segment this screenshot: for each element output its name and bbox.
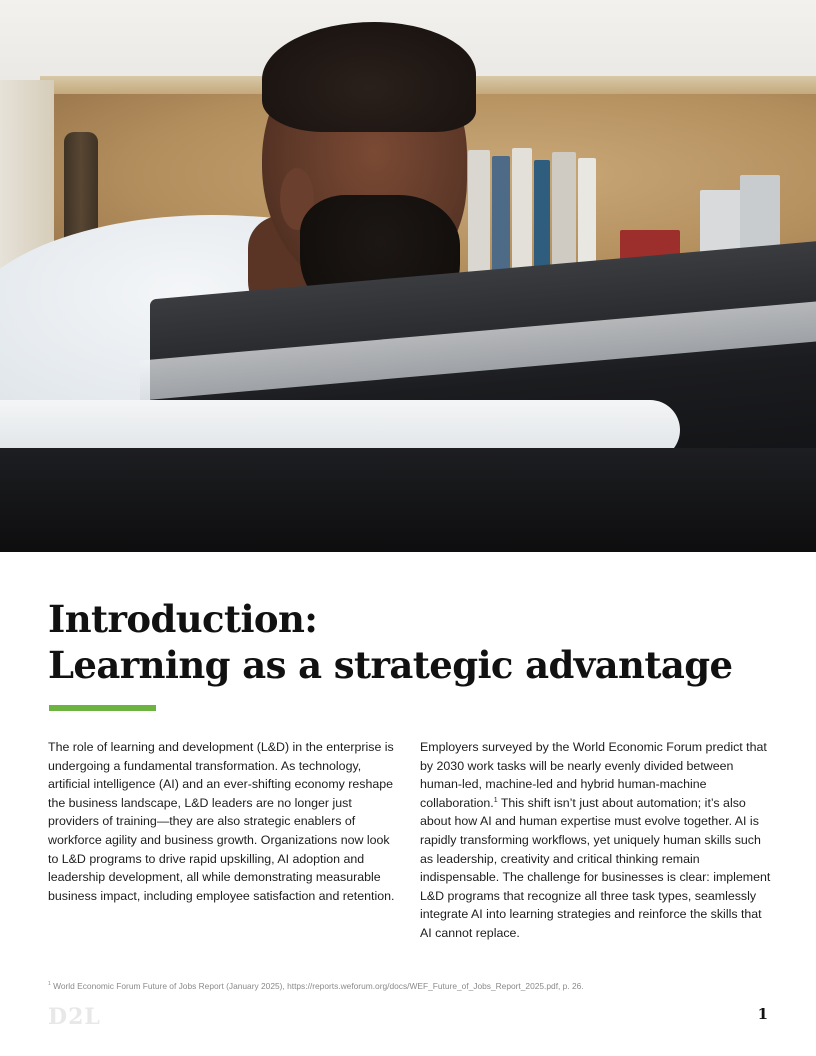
body-right-text-1: Employers surveyed by the World Economic Forum predict that by 2030 work tasks will be nearly evenly divided between human-led, machine-led and hybrid human-machine collaboration. (420, 740, 767, 810)
title-line-2: Learning as a strategic advantage (48, 643, 733, 687)
footnote-marker: 1 (48, 981, 51, 988)
hair (262, 22, 476, 132)
title-line-1: Introduction: (48, 597, 318, 641)
accent-rule (49, 705, 156, 711)
d2l-logo: D2L (48, 1004, 101, 1030)
footnote-text: World Economic Forum Future of Jobs Report (January 2025), https://reports.weforum.org/docs/WEF_Future_of_Jobs_Report_2025.pdf, p. 26. (50, 981, 584, 991)
body-right-column (420, 738, 772, 943)
footnote-reference[interactable]: 1 (493, 796, 498, 804)
monitor-front (0, 448, 816, 552)
body-left-column: The role of learning and development (L&D) in the enterprise is undergoing a fundamental transformation. As technology, artificial intelligence (AI) and an ever-shifting economy reshape the business landscape, L&D leaders are no longer just providers of training—they are also strategic enablers of workforce agility and business growth. Organizations now look to L&D programs to drive rapid upskilling, AI adoption and leadership development, all while demonstrating measurable business impact, including employee satisfaction and retention. (48, 740, 395, 903)
body-right-text-2: This shift isn’t just about automation; it’s also about how AI and human expertise must evolve together. AI is rapidly transforming workflows, yet uniquely human skills such as leadership, creativity and critical thinking remain indispensable. The challenge for businesses is clear: implement L&D programs that recognize all three task types, seamlessly integrate AI into learning strategies and reinforce the skills that AI cannot replace. (420, 795, 771, 940)
footnote (48, 980, 768, 992)
page-number: 1 (757, 1005, 768, 1023)
page-title (48, 596, 768, 688)
